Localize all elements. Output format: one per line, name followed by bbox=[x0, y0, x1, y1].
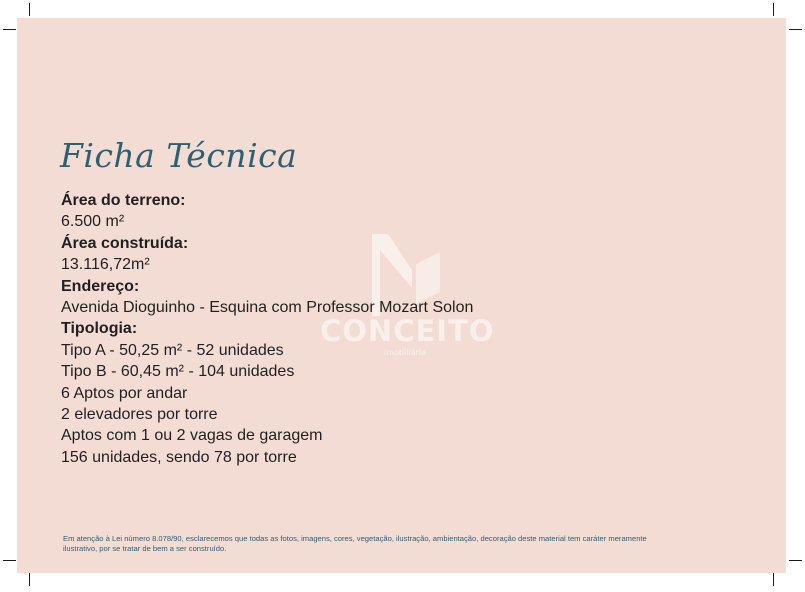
spec-label-land-area: Área do terreno: bbox=[61, 192, 186, 209]
page-title: Ficha Técnica bbox=[60, 136, 298, 175]
crop-mark bbox=[29, 573, 30, 586]
crop-mark bbox=[773, 3, 774, 16]
typology-line: Tipo A - 50,25 m² - 52 unidades bbox=[61, 341, 284, 359]
spec-list bbox=[61, 190, 473, 468]
typology-line: 2 elevadores por torre bbox=[61, 406, 218, 424]
typology-line: Aptos com 1 ou 2 vagas de garagem bbox=[61, 427, 323, 445]
watermark-brand: CONCEITO bbox=[320, 314, 495, 348]
crop-mark bbox=[773, 573, 774, 586]
crop-mark bbox=[789, 560, 802, 561]
spec-value-built-area: 13.116,72m² bbox=[61, 256, 150, 274]
crop-mark bbox=[789, 29, 802, 30]
typology-line: 156 unidades, sendo 78 por torre bbox=[61, 448, 297, 466]
legal-disclaimer: Em atenção à Lei número 8.078/90, esclarecemos que todas as fotos, imagens, cores, vegetação, ilustração, ambientação, decoração deste material tem caráter meramente ilustrativo, por se tratar de bem a ser construído. bbox=[63, 534, 647, 553]
spec-value-address: Avenida Dioguinho - Esquina com Professor Mozart Solon bbox=[61, 299, 474, 317]
spec-label-built-area: Área construída: bbox=[61, 234, 189, 252]
spec-label-typology: Tipologia: bbox=[61, 320, 138, 338]
typology-line: Tipo B - 60,45 m² - 104 unidades bbox=[61, 363, 295, 381]
spec-value-land-area: 6.500 m² bbox=[61, 213, 125, 231]
crop-mark bbox=[29, 3, 30, 16]
spec-label-address: Endereço: bbox=[61, 277, 140, 295]
typology-line: 6 Aptos por andar bbox=[61, 384, 188, 402]
watermark-sub: imobiliária bbox=[384, 348, 426, 357]
crop-mark bbox=[3, 560, 16, 561]
crop-mark bbox=[3, 29, 16, 30]
